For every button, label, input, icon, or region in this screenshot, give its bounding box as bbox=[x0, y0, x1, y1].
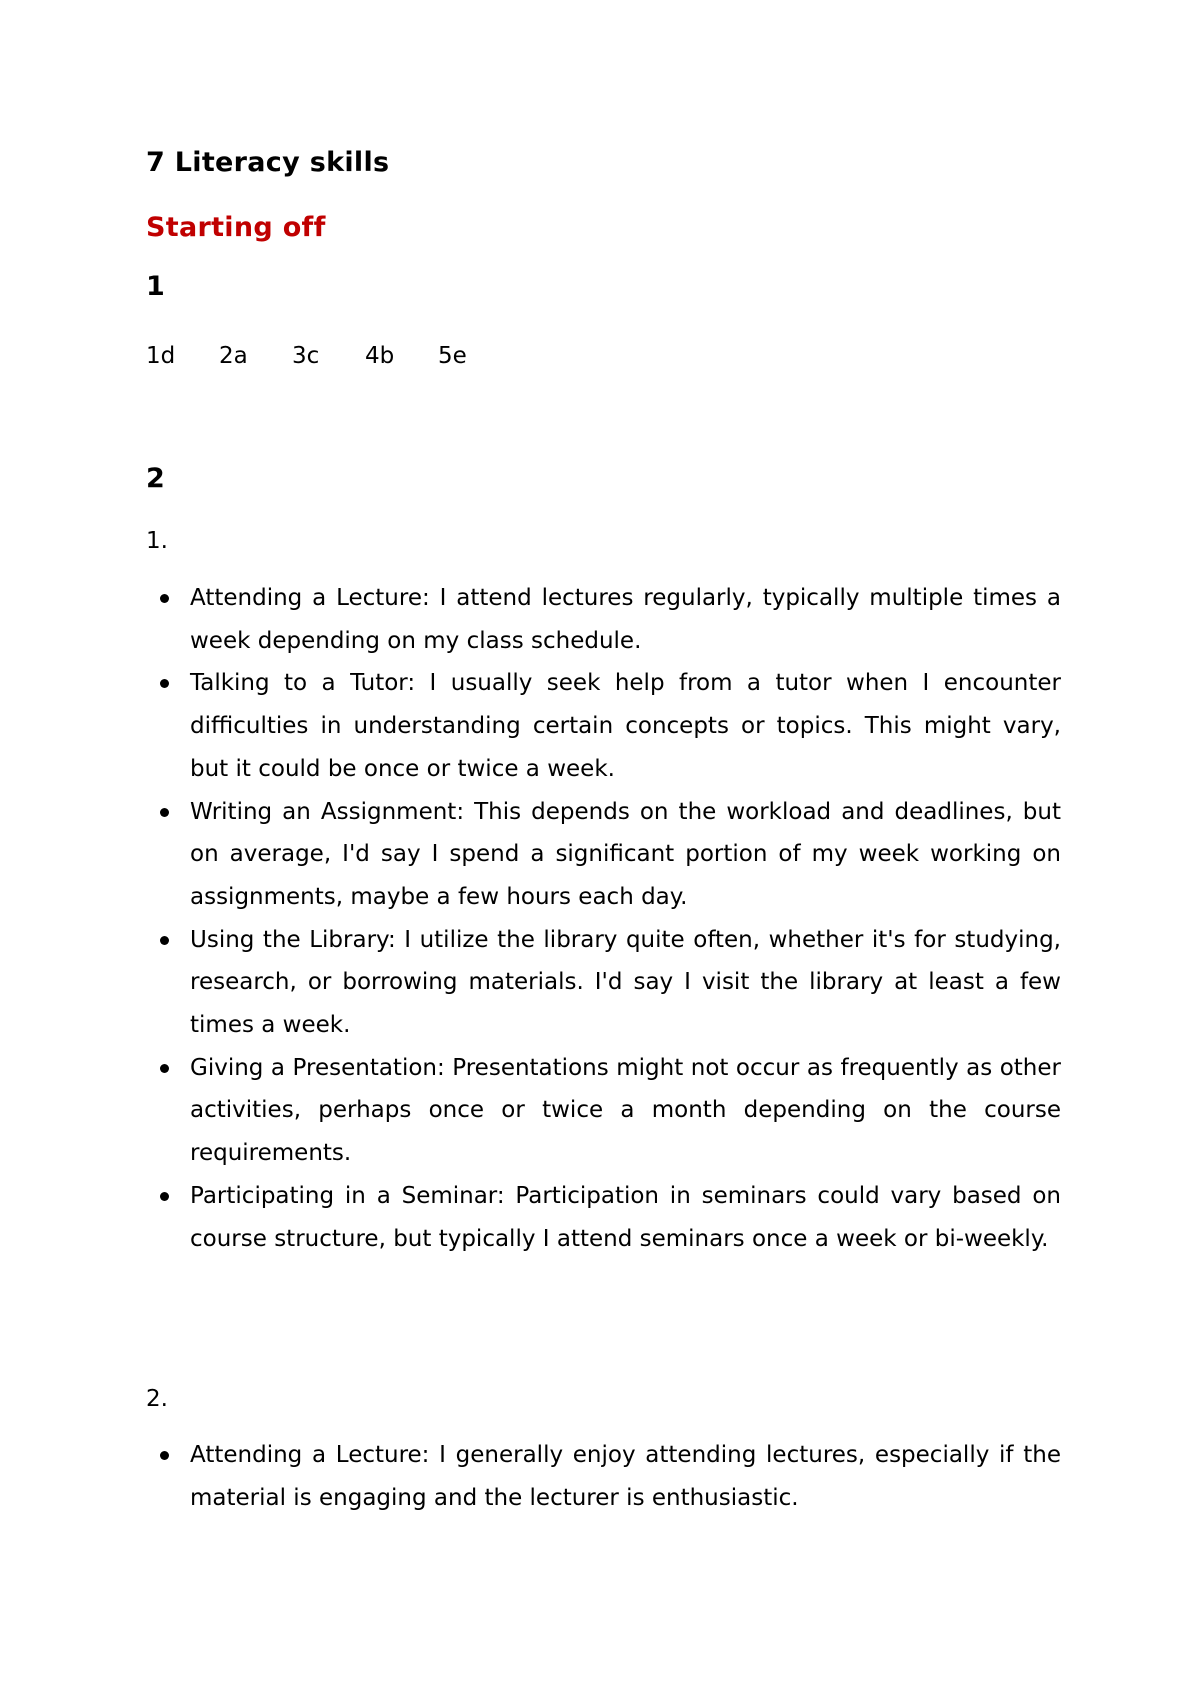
answer-item: 4b bbox=[365, 343, 395, 369]
list-item: Using the Library: I utilize the library quite often, whether it's for studying, research, or borrowing materials. I'd say I visit the library at least a few times a week. bbox=[146, 919, 1061, 1047]
section-title: Starting off bbox=[146, 212, 326, 243]
answer-item: 1d bbox=[146, 343, 176, 369]
answer-item: 3c bbox=[292, 343, 320, 369]
document-page bbox=[146, 0, 1061, 1696]
list-item: Participating in a Seminar: Participation in seminars could vary based on course structure, but typically I attend seminars once a week or bi-weekly. bbox=[146, 1175, 1061, 1260]
document-title: 7 Literacy skills bbox=[146, 147, 390, 178]
question-2-part-1-list bbox=[146, 577, 1061, 1260]
list-item: Giving a Presentation: Presentations might not occur as frequently as other activities, perhaps once or twice a month depending on the course requirements. bbox=[146, 1047, 1061, 1175]
answer-item: 2a bbox=[219, 343, 248, 369]
question-2-part-1-label: 1. bbox=[146, 528, 168, 554]
question-2-part-2-label: 2. bbox=[146, 1386, 168, 1412]
question-1-answers bbox=[146, 340, 511, 372]
list-item: Attending a Lecture: I attend lectures regularly, typically multiple times a week depending on my class schedule. bbox=[146, 577, 1061, 662]
list-item: Writing an Assignment: This depends on the workload and deadlines, but on average, I'd say I spend a significant portion of my week working on assignments, maybe a few hours each day. bbox=[146, 791, 1061, 919]
question-2-part-2-list bbox=[146, 1434, 1061, 1519]
list-item: Talking to a Tutor: I usually seek help from a tutor when I encounter difficulties in understanding certain concepts or topics. This might vary, but it could be once or twice a week. bbox=[146, 662, 1061, 790]
question-1-number: 1 bbox=[146, 271, 165, 302]
answer-item: 5e bbox=[438, 343, 467, 369]
list-item: Attending a Lecture: I generally enjoy attending lectures, especially if the material is engaging and the lecturer is enthusiastic. bbox=[146, 1434, 1061, 1519]
question-2-number: 2 bbox=[146, 463, 165, 494]
